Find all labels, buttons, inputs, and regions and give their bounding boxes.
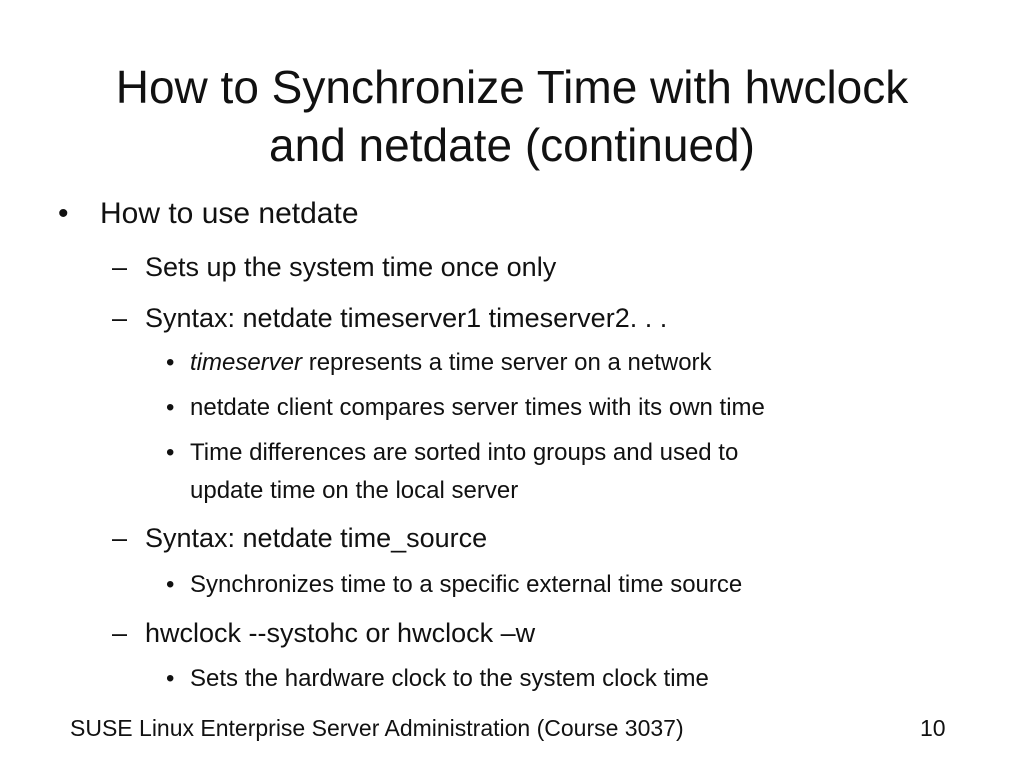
sub-sub-bullet-text: [190, 344, 712, 382]
dash-marker: –: [112, 618, 128, 648]
footer-course-title: SUSE Linux Enterprise Server Administration (Course 3037): [70, 715, 684, 741]
sub-sub-bullet-rest: represents a time server on a network: [302, 349, 712, 376]
sub-bullet-text: Syntax: netdate timeserver1 timeserver2. . .: [145, 303, 668, 333]
sub-bullet-text: Sets up the system time once only: [145, 252, 557, 282]
dash-marker: –: [112, 303, 128, 333]
bullet-marker: •: [166, 439, 175, 466]
bullet-marker: •: [166, 349, 175, 376]
italic-term: timeserver: [190, 349, 303, 376]
sub-sub-bullet-text-line-1: Time differences are sorted into groups and used to: [190, 439, 739, 466]
page-number: 10: [920, 715, 946, 741]
sub-sub-bullet-text-line-2: update time on the local server: [190, 477, 519, 504]
slide-title-line-1: How to Synchronize Time with hwclock: [115, 61, 909, 113]
sub-bullet-text: hwclock --systohc or hwclock –w: [145, 618, 536, 648]
sub-bullet-text: Syntax: netdate time_source: [145, 523, 488, 553]
dash-marker: –: [112, 252, 128, 282]
bullet-marker: •: [166, 571, 175, 598]
bullet-marker: •: [166, 665, 175, 692]
sub-sub-bullet-text: netdate client compares server times with its own time: [190, 394, 765, 421]
sub-sub-bullet-text: Synchronizes time to a specific external time source: [190, 571, 743, 598]
bullet-marker: •: [166, 394, 175, 421]
bullet-marker: •: [58, 197, 69, 230]
slide-title-line-2: and netdate (continued): [269, 119, 755, 171]
dash-marker: –: [112, 523, 128, 553]
sub-sub-bullet-text: Sets the hardware clock to the system clock time: [190, 665, 709, 692]
bullet-text: How to use netdate: [100, 197, 359, 230]
